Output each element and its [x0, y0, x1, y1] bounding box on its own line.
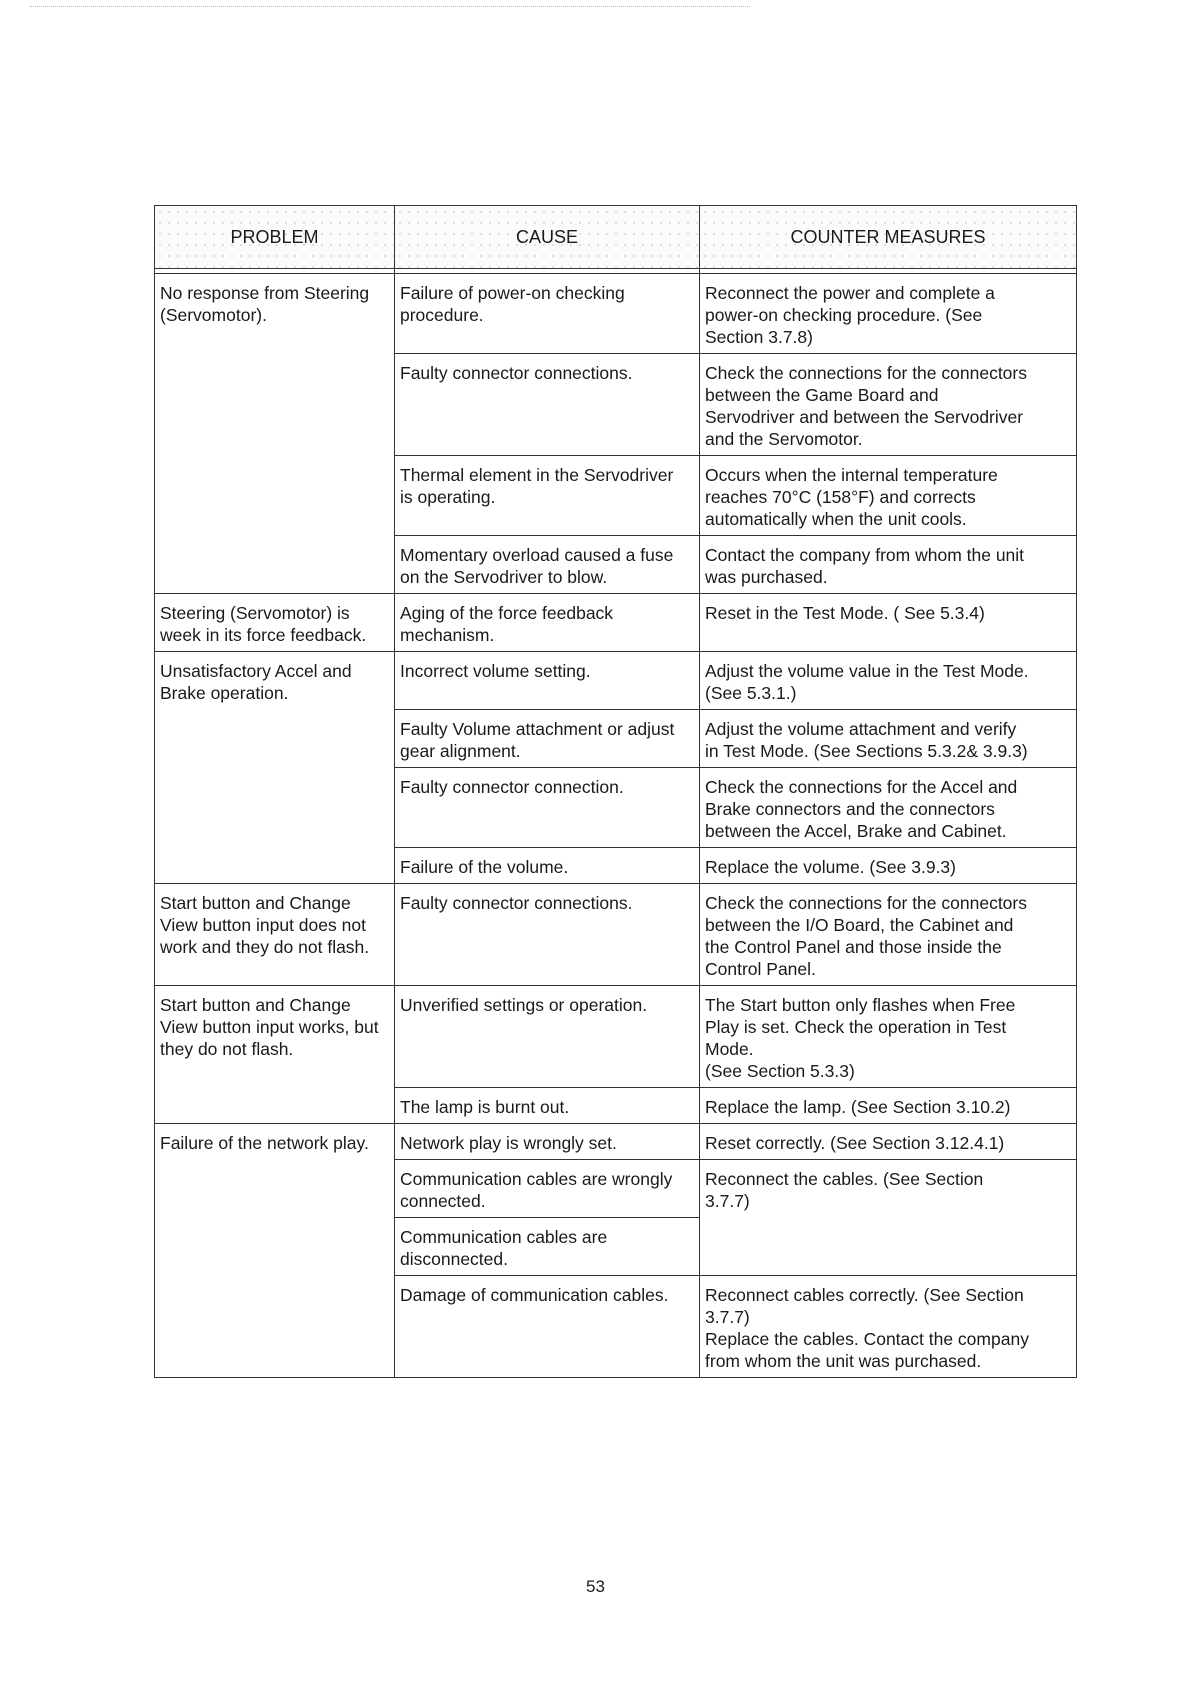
measure-cell: Occurs when the internal temperature reaches 70°C (158°F) and corrects automatically when the unit cools.	[700, 456, 1077, 536]
measure-cell: Replace the volume. (See 3.9.3)	[700, 848, 1077, 884]
table-row	[155, 594, 1077, 652]
cause-cell: Faulty connector connection.	[395, 768, 700, 848]
scan-artifact-line	[30, 6, 750, 7]
table-row	[155, 1124, 1077, 1160]
measure-cell: The Start button only flashes when Free Play is set. Check the operation in Test Mode. (See Section 5.3.3)	[700, 986, 1077, 1088]
cause-cell: Communication cables are disconnected.	[395, 1218, 700, 1276]
measure-cell: Check the connections for the Accel and Brake connectors and the connectors between the Accel, Brake and Cabinet.	[700, 768, 1077, 848]
cause-cell: Momentary overload caused a fuse on the Servodriver to blow.	[395, 536, 700, 594]
measure-cell: Adjust the volume attachment and verify in Test Mode. (See Sections 5.3.2& 3.9.3)	[700, 710, 1077, 768]
cause-cell: Damage of communication cables.	[395, 1276, 700, 1378]
problem-cell: Start button and Change View button input does not work and they do not flash.	[155, 884, 395, 986]
cause-cell: Communication cables are wrongly connected.	[395, 1160, 700, 1218]
measure-cell: Check the connections for the connectors between the I/O Board, the Cabinet and the Control Panel and those inside the Control Panel.	[700, 884, 1077, 986]
cause-cell: Network play is wrongly set.	[395, 1124, 700, 1160]
troubleshooting-table-container	[154, 205, 1076, 1378]
measure-cell: Adjust the volume value in the Test Mode. (See 5.3.1.)	[700, 652, 1077, 710]
problem-cell: Unsatisfactory Accel and Brake operation.	[155, 652, 395, 884]
cause-cell: The lamp is burnt out.	[395, 1088, 700, 1124]
problem-cell: Start button and Change View button input works, but they do not flash.	[155, 986, 395, 1124]
cause-cell: Faulty Volume attachment or adjust gear alignment.	[395, 710, 700, 768]
measure-cell: Replace the lamp. (See Section 3.10.2)	[700, 1088, 1077, 1124]
cause-cell: Failure of the volume.	[395, 848, 700, 884]
cause-cell: Incorrect volume setting.	[395, 652, 700, 710]
problem-cell: Failure of the network play.	[155, 1124, 395, 1378]
table-row	[155, 652, 1077, 710]
cause-cell: Unverified settings or operation.	[395, 986, 700, 1088]
header-counter-measures: COUNTER MEASURES	[700, 206, 1077, 269]
table-row	[155, 986, 1077, 1088]
problem-cell: No response from Steering (Servomotor).	[155, 274, 395, 594]
problem-cell: Steering (Servomotor) is week in its force feedback.	[155, 594, 395, 652]
measure-cell: Reset correctly. (See Section 3.12.4.1)	[700, 1124, 1077, 1160]
measure-cell: Contact the company from whom the unit was purchased.	[700, 536, 1077, 594]
header-cause: CAUSE	[395, 206, 700, 269]
measure-cell: Reconnect the cables. (See Section 3.7.7)	[700, 1160, 1077, 1276]
cause-cell: Failure of power-on checking procedure.	[395, 274, 700, 354]
page-number: 53	[586, 1577, 605, 1596]
measure-cell: Check the connections for the connectors between the Game Board and Servodriver and between the Servodriver and the Servomotor.	[700, 354, 1077, 456]
cause-cell: Thermal element in the Servodriver is operating.	[395, 456, 700, 536]
header-problem: PROBLEM	[155, 206, 395, 269]
table-row	[155, 274, 1077, 354]
troubleshooting-table	[154, 205, 1077, 1378]
measure-cell: Reconnect cables correctly. (See Section 3.7.7) Replace the cables. Contact the company from whom the unit was purchased.	[700, 1276, 1077, 1378]
cause-cell: Faulty connector connections.	[395, 884, 700, 986]
measure-cell: Reconnect the power and complete a power-on checking procedure. (See Section 3.7.8)	[700, 274, 1077, 354]
table-header-row	[155, 206, 1077, 269]
measure-cell: Reset in the Test Mode. ( See 5.3.4)	[700, 594, 1077, 652]
table-row	[155, 884, 1077, 986]
cause-cell: Faulty connector connections.	[395, 354, 700, 456]
cause-cell: Aging of the force feedback mechanism.	[395, 594, 700, 652]
